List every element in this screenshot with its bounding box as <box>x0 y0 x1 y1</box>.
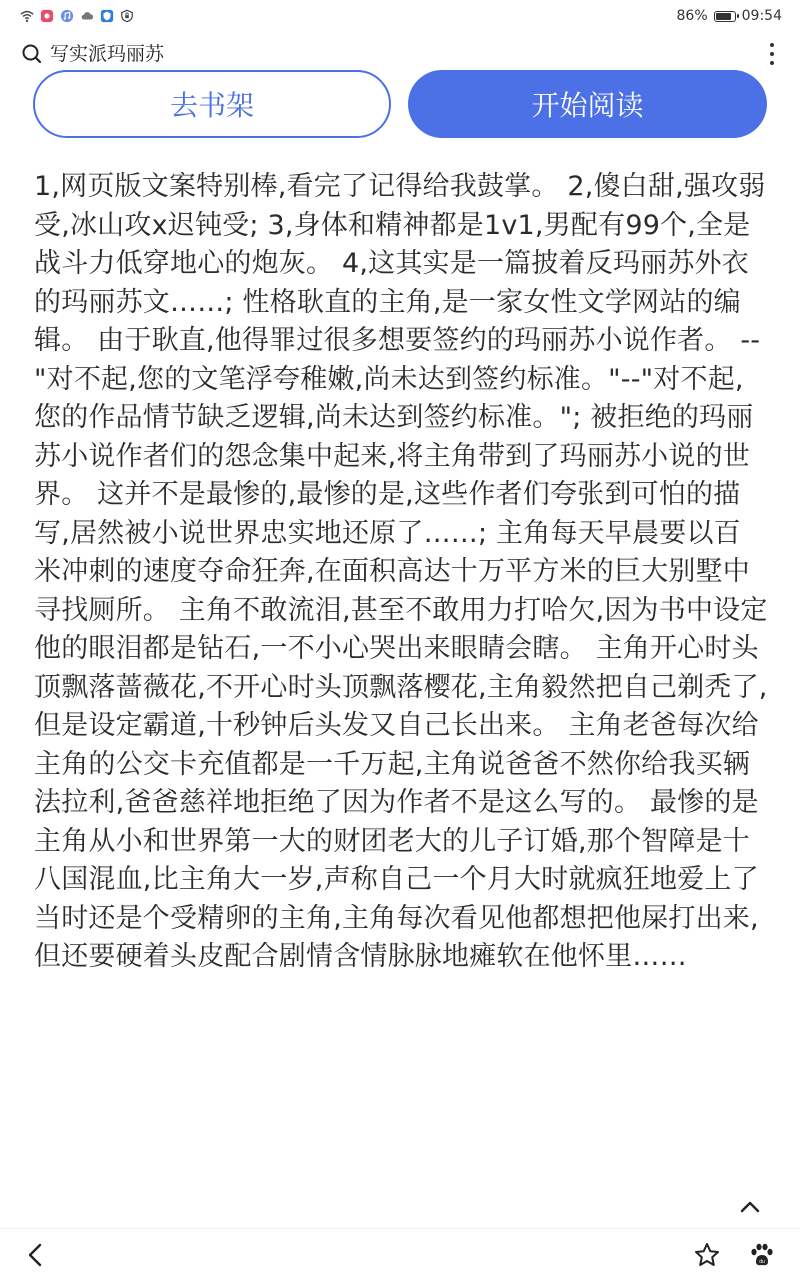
wifi-icon <box>20 9 34 23</box>
star-icon[interactable] <box>694 1242 720 1268</box>
clock: 09:54 <box>741 8 782 24</box>
status-icons-right <box>677 8 800 24</box>
search-query-text[interactable]: 写实派玛丽苏 <box>50 43 165 65</box>
shield-app-icon <box>100 9 114 23</box>
start-reading-button[interactable]: 开始阅读 <box>408 70 767 138</box>
go-to-bookshelf-button[interactable]: 去书架 <box>33 70 391 138</box>
baidu-paw-icon[interactable] <box>748 1241 776 1269</box>
battery-percent: 86% <box>676 8 708 24</box>
music-icon <box>60 9 74 23</box>
more-options-icon[interactable] <box>762 40 782 68</box>
status-icons-left <box>0 9 134 23</box>
app-notification-icon <box>40 9 54 23</box>
search-icon[interactable] <box>20 42 44 66</box>
battery-icon <box>714 11 736 22</box>
back-icon[interactable] <box>24 1241 46 1269</box>
vpn-icon <box>120 9 134 23</box>
bottom-toolbar <box>0 1228 800 1281</box>
status-bar <box>0 0 800 32</box>
svg-text:du: du <box>759 1259 765 1265</box>
book-description: 1,网页版文案特别棒,看完了记得给我鼓掌。 2,傻白甜,强攻弱受,冰山攻x迟钝受; 3,身体和精神都是1v1,男配有99个,全是战斗力低穿地心的炮灰。 4,这其实是一篇披着反玛丽苏外衣的玛丽苏文……; 性格耿直的主角,是一家女性文学网站的编辑。 由于耿直,他得罪过很多想要签约的玛丽苏小说作者。 --"对不起,您的文笔浮夸稚嫩,尚未达到签约标准。"--"对不起,您的作品情节缺乏逻辑,尚未达到签约标准。"; 被拒绝的玛丽苏小说作者们的怨念集中起来,将主角带到了玛丽苏小说的世界。 这并不是最惨的,最惨的是,这些作者们夸张到可怕的描写,居然被小说世界忠实地还原了……; 主角每天早晨要以百米冲刺的速度夺命狂奔,在面积高达十万平方米的巨大别墅中寻找厕所。 主角不敢流泪,甚至不敢用力打哈欠,因为书中设定他的眼泪都是钻石,一不小心哭出来眼睛会瞎。 主角开心时头顶飘落蔷薇花,不开心时头顶飘落樱花,主角毅然把自己剃秃了,但是设定霸道,十秒钟后头发又自己长出来。 主角老爸每次给主角的公交卡充值都是一千万起,主角说爸爸不然你给我买辆法拉利,爸爸慈祥地拒绝了因为作者不是这么写的。 最惨的是主角从小和世界第一大的财团老大的儿子订婚,那个智障是十八国混血,比主角大一岁,声称自己一个月大时就疯狂地爱上了当时还是个受精卵的主角,主角每次看见他都想把他屎打出来,但还要硬着头皮配合剧情含情脉脉地瘫软在他怀里…… <box>34 171 768 972</box>
chevron-up-icon[interactable] <box>738 1195 762 1219</box>
cloud-icon <box>80 9 94 23</box>
battery-level <box>716 13 731 20</box>
